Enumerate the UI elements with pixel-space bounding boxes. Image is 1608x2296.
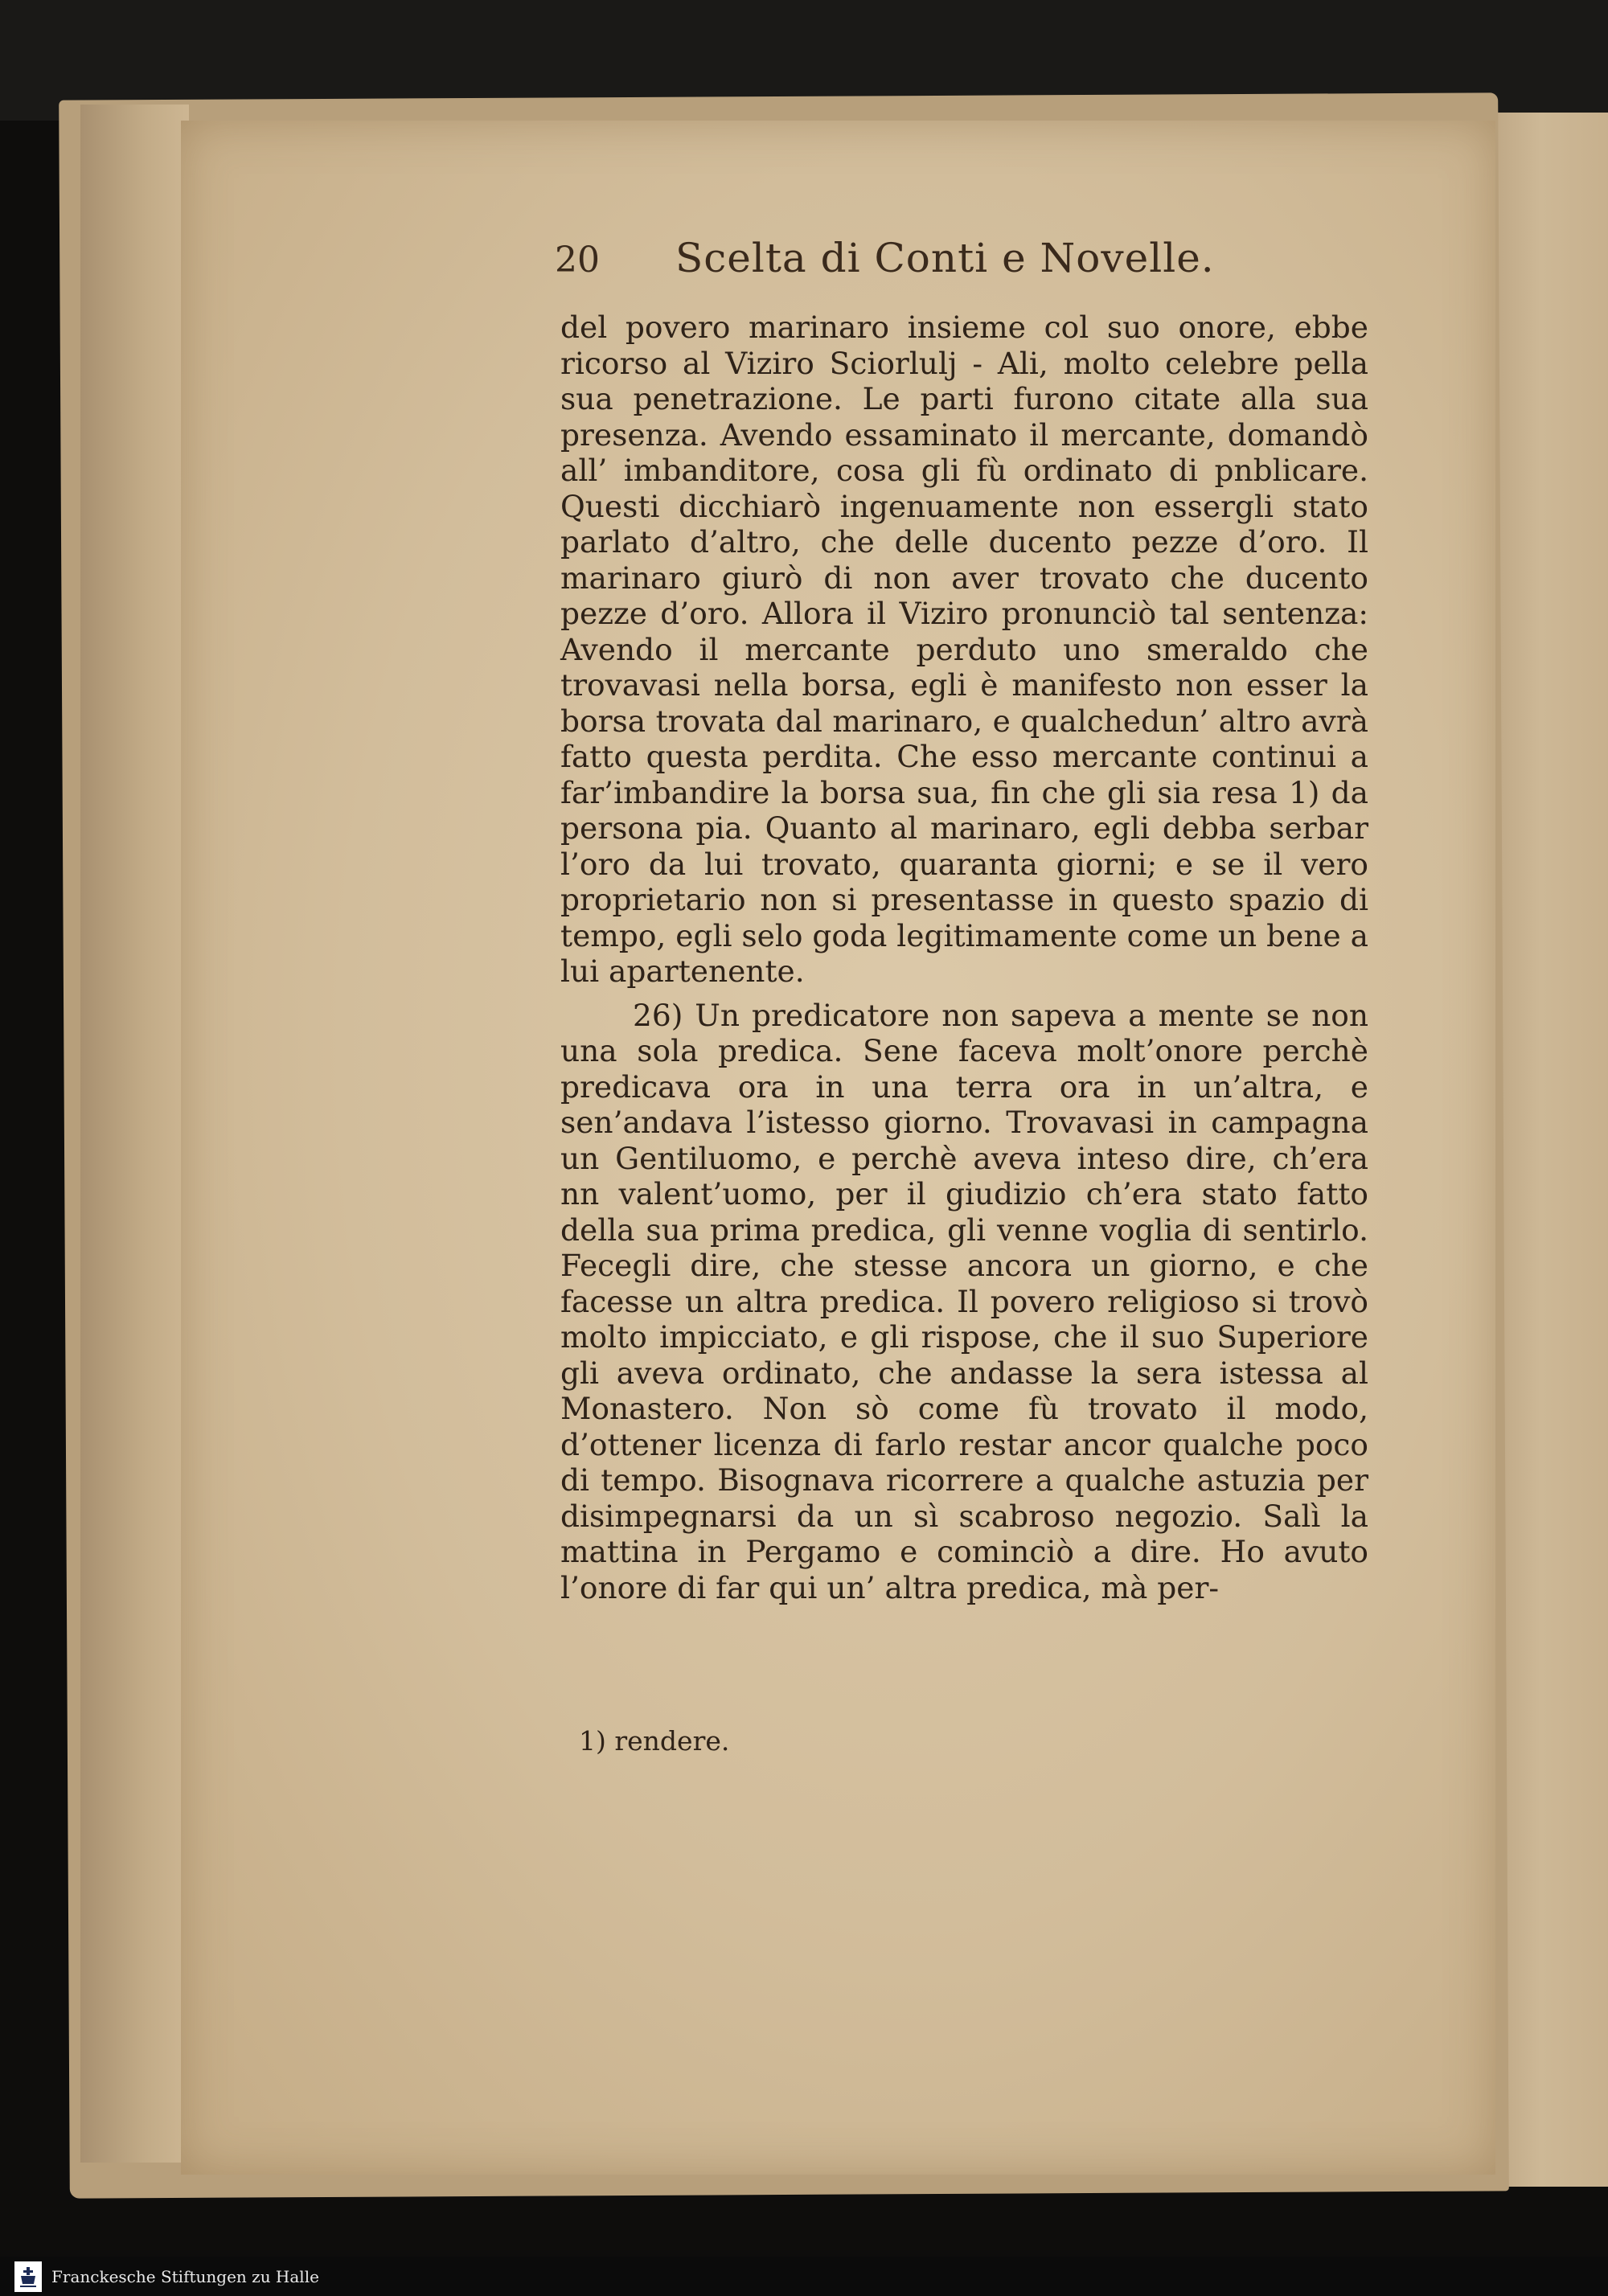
page-fold-edge — [80, 105, 189, 2163]
page-header — [555, 235, 1230, 291]
page-number: 20 — [555, 240, 600, 281]
paragraph: del povero marinaro insieme col suo onore, ebbe ricorso al Viziro Sciorlulj - Ali, molto celebre pella sua penetrazione. Le parti furono citate alla sua presenza. Avendo essaminato il mercante, domandò all’ imbanditore, cosa gli fù ordinato di pnblicare. Questi dicchiarò ingenuamente non essergli stato parlato d’altro, che delle ducento pezze d’oro. Il marinaro giurò di non aver trovato che ducento pezze d’oro. Allora il Viziro pronunciò tal sentenza: Avendo il mercante perduto uno smeraldo che trovavasi nella borsa, egli è manifesto non esser la borsa trovata dal marinaro, e qualchedun’ altro avrà fatto questa perdita. Che esso mercante continui a far’imbandire la borsa sua, fin che gli sia resa 1) da persona pia. Quanto al marinaro, egli debba serbar l’oro da lui trovato, quaranta giorni; e se il vero proprietario non si presentasse in questo spazio di tempo, egli selo goda legitimamente come un bene a lui apartenente. — [560, 310, 1368, 989]
running-title: Scelta di Conti e Novelle. — [675, 235, 1215, 281]
body-text — [560, 310, 1368, 1605]
facing-page — [1491, 113, 1608, 2187]
institution-logo-icon — [14, 2261, 42, 2292]
institution-name: Franckesche Stiftungen zu Halle — [51, 2266, 319, 2286]
footer-bar — [0, 2257, 1608, 2296]
footnote: 1) rendere. — [579, 1725, 730, 1757]
paragraph: 26) Un predicatore non sapeva a mente se non una sola predica. Sene faceva molt’onore perchè predicava ora in una terra ora in un’altra, e sen’andava l’istesso giorno. Trovavasi in campagna un Gentiluomo, e perchè aveva inteso dire, ch’era nn valent’uomo, per il giudizio ch’era stato fatto della sua prima predica, gli venne voglia di sentirlo. Fecegli dire, che stesse ancora un giorno, e che facesse un altra predica. Il povero religioso si trovò molto impicciato, e gli rispose, che il suo Superiore gli aveva ordinato, che andasse la sera istessa al Monastero. Non sò come fù trovato il modo, d’ottener licenza di farlo restar ancor qualche poco di tempo. Bisognava ricorrere a qualche astuzia per disimpegnarsi da un sì scabroso negozio. Salì la mattina in Pergamo e cominciò a dire. Ho avuto l’onore di far qui un’ altra predica, mà per- — [560, 997, 1368, 1605]
